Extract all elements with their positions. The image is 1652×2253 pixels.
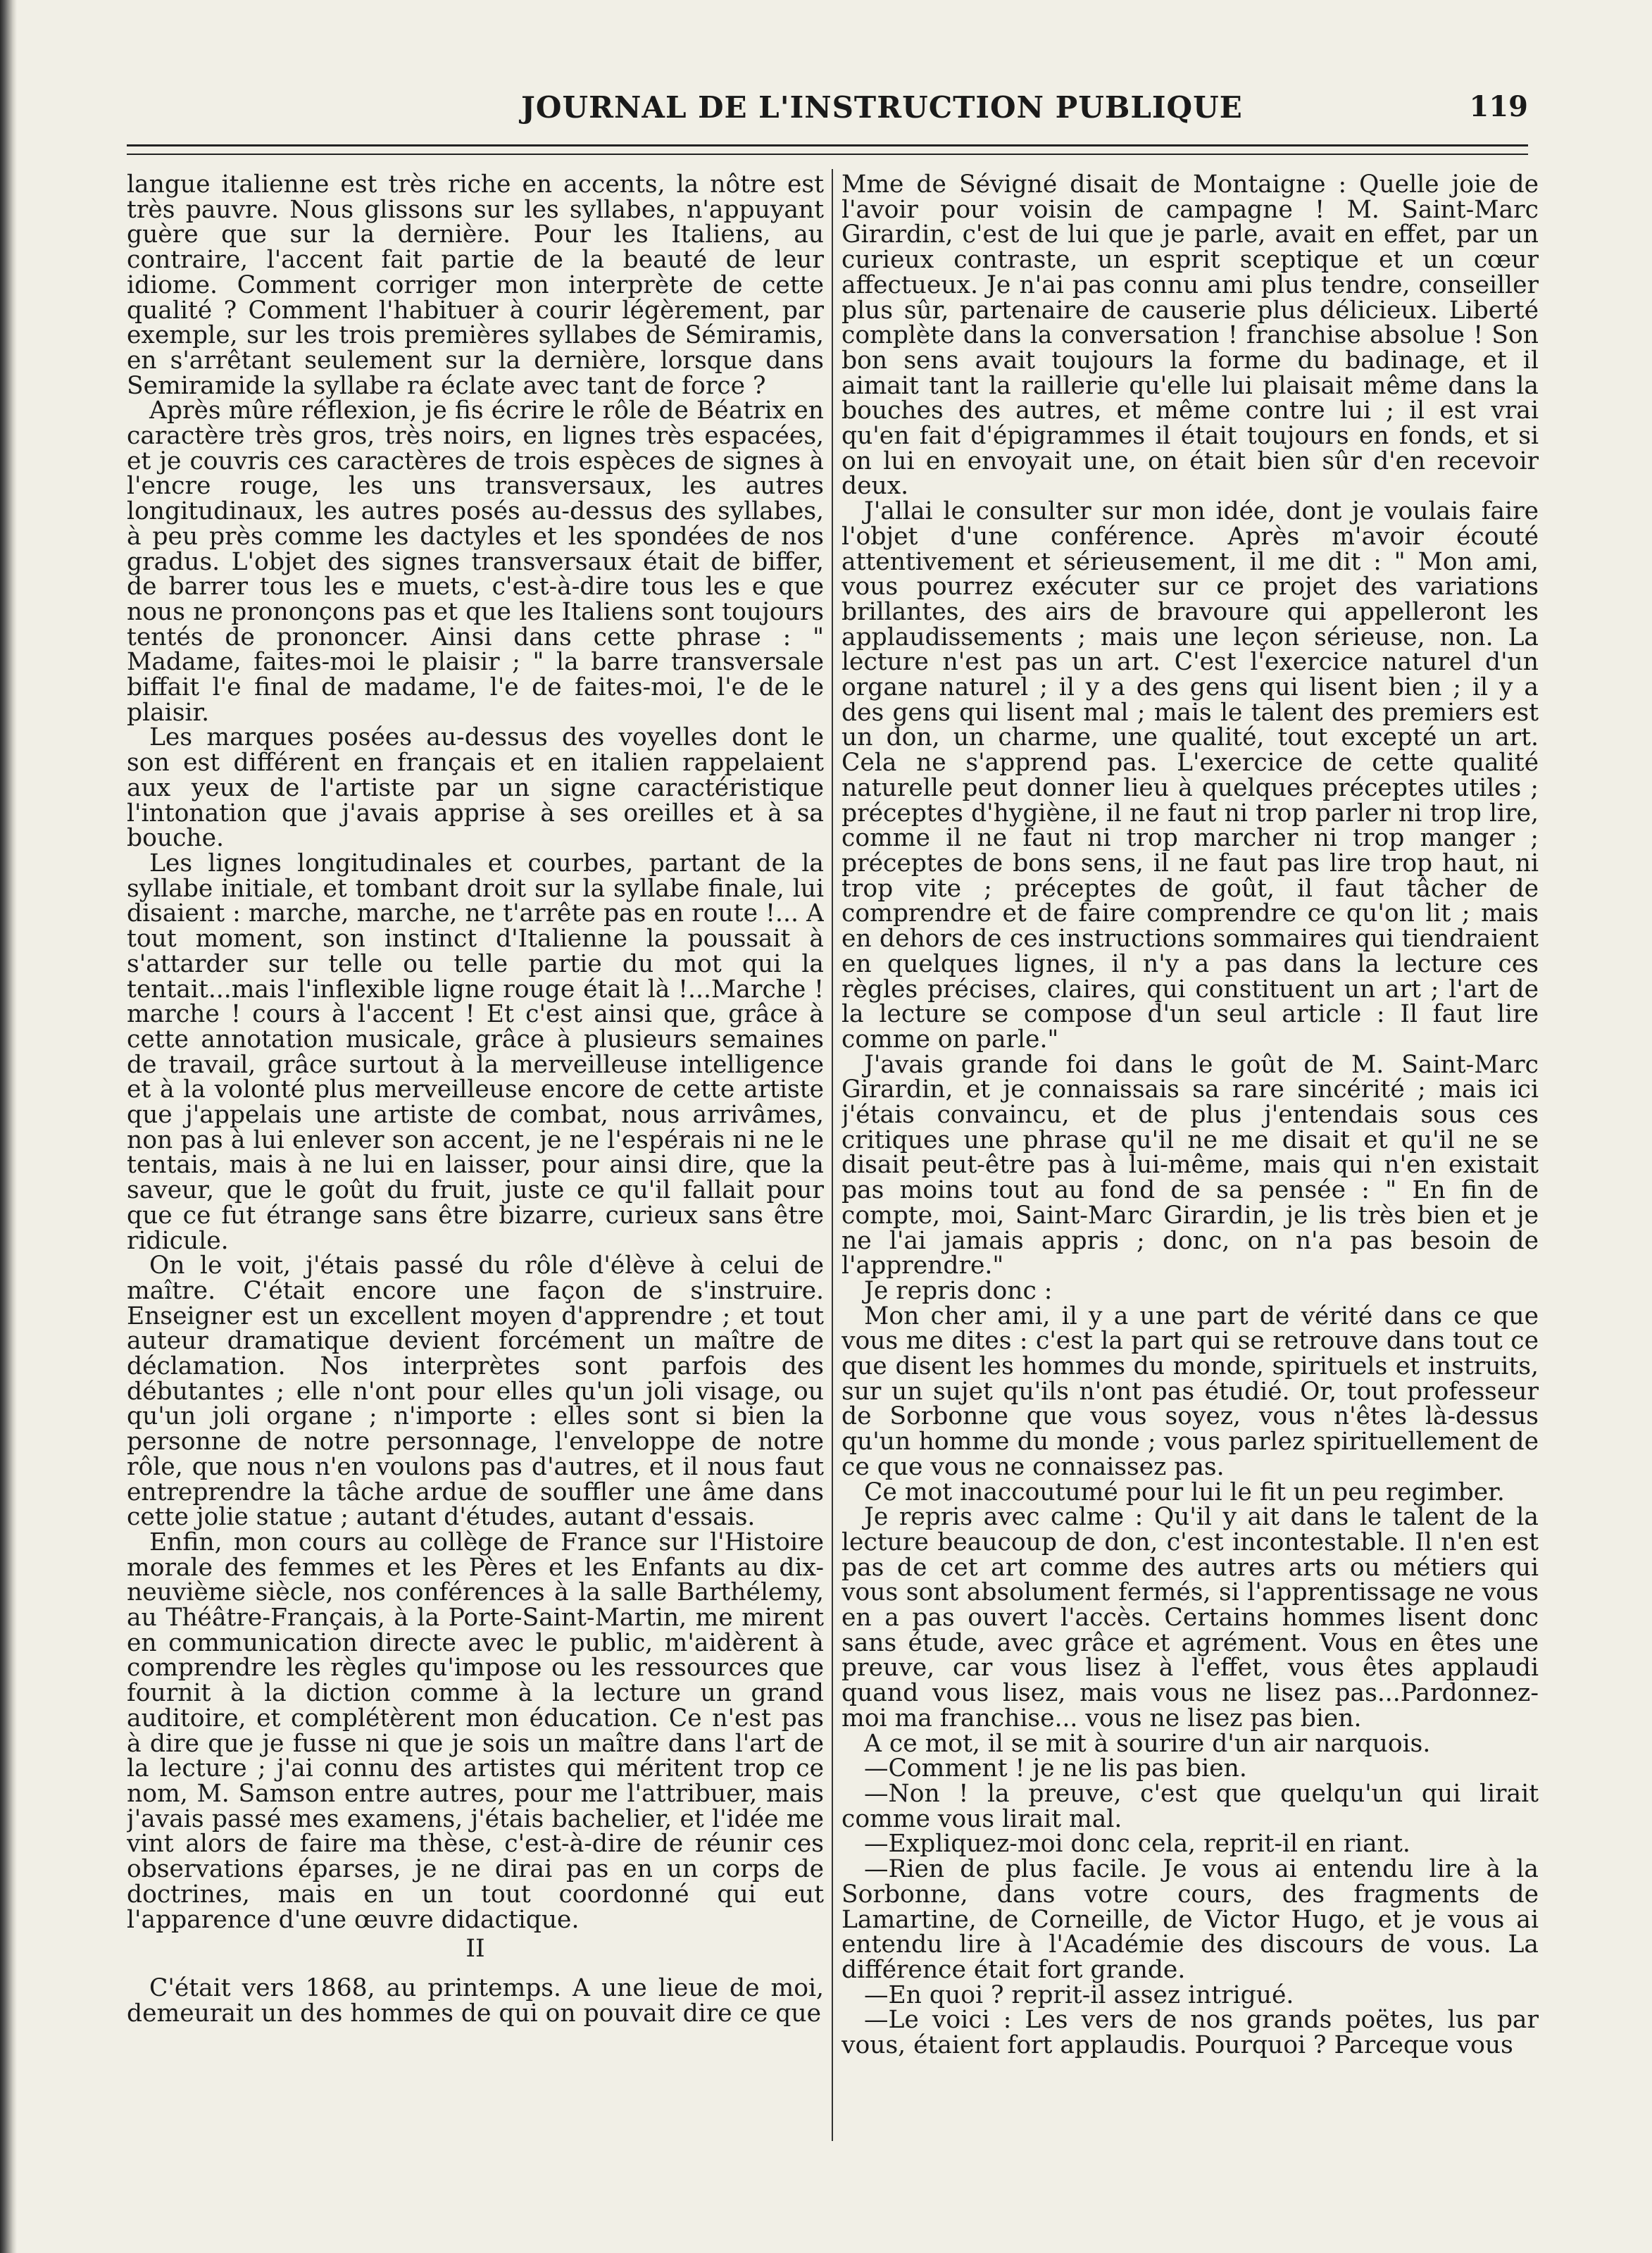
right-column <box>841 173 1539 2088</box>
paragraph: Ce mot inaccoutumé pour lui le fit un peu regimber. <box>864 1478 1505 1506</box>
paragraph: langue italienne est très riche en accents, la nôtre est très pauvre. Nous glissons sur les syllabes, n'appuyant guère que sur la dernière. Pour les Italiens, au contraire, l'accent fait partie de la beauté de leur idiome. Comment corriger mon interprète de cette qualité ? Comment l'habituer à courir légèrement, par exemple, sur les trois premières syllabes de Sémiramis, en s'arrêtant seulement sur la dernière, lorsque dans Semiramide la syllabe ra éclate avec tant de force ? <box>127 173 824 400</box>
paragraph: Je repris donc : <box>864 1276 1053 1305</box>
paragraph: Enfin, mon cours au collège de France sur l'Histoire morale des femmes et les Pères et les Enfants au dix-neuvième siècle, nos conférences à la salle Barthélemy, au Théâtre-Français, à la Porte-Saint-Martin, me mirent en communication directe avec le public, m'aidèrent à comprendre les règles qu'impose ou les ressources que fournit à la diction comme à la lecture un grand auditoire, et complétèrent mon éducation. Ce n'est pas à dire que je fusse ni que je sois un maître dans l'art de la lecture ; j'ai connu des artistes qui méritent trop ce nom, M. Samson entre autres, pour me l'attribuer, mais j'avais passé mes examens, j'étais bachelier, et l'idée me vint alors de faire ma thèse, c'est-à-dire de réunir ces observations éparses, je ne dirai pas en un corps de doctrines, mais en un tout coordonné qui eut l'apparence d'une œuvre didactique. <box>127 1528 824 1934</box>
paragraph: Après mûre réflexion, je fis écrire le rôle de Béatrix en caractère très gros, très noirs, en lignes très espacées, et je couvris ces caractères de trois espèces de signes à l'encre rouge, les uns transversaux, les autres longitudinaux, les autres posés au-dessus des syllabes, à peu près comme les dactyles et les spondées de nos gradus. L'objet des signes transversaux était de biffer, de barrer tous les e muets, c'est-à-dire tous les e que nous ne prononçons pas et que les Italiens sont toujours tentés de prononcer. Ainsi dans cette phrase : " Madame, faites-moi le plaisir ; " la barre transversale biffait l'e final de madame, l'e de faites-moi, l'e de le plaisir. <box>127 397 824 727</box>
paragraph: J'allai le consulter sur mon idée, dont je voulais faire l'objet d'une conférence. Après m'avoir écouté attentivement et sérieusement, il me dit : " Mon ami, vous pourrez exécuter sur ce projet des variations brillantes, des airs de bravoure qui appelleront les applaudissements ; mais une leçon sérieuse, non. La lecture n'est pas un art. C'est l'exercice naturel d'un organe naturel ; il y a des gens qui lisent bien ; il y a des gens qui lisent mal ; mais le talent des premiers est un don, un charme, une qualité, tout excepté un art. Cela ne s'apprend pas. L'exercice de cette qualité naturelle peut donner lieu à quelques préceptes utiles ; préceptes d'hygiène, il ne faut ni trop parler ni trop lire, comme il ne faut ni trop marcher ni trop manger ; préceptes de bons sens, il ne faut pas lire trop haut, ni trop vite ; préceptes de goût, il faut tâcher de comprendre et de faire comprendre ce qu'on lit ; mais en dehors de ces instructions sommaires qui tiendraient en quelques lignes, il n'y a pas dans la lecture ces règles précises, claires, qui constituent un art ; l'art de la lecture se compose d'un seul article : Il faut lire comme on parle." <box>841 497 1539 1054</box>
paragraph: —Expliquez-moi donc cela, reprit-il en riant. <box>864 1830 1410 1859</box>
scan-edge-shadow <box>0 0 17 2253</box>
section-number: II <box>465 1935 485 1964</box>
paragraph: Je repris avec calme : Qu'il y ait dans le talent de la lecture beaucoup de don, c'est incontestable. Il n'en est pas de cet art comme des autres arts ou métiers qui vous sont absolument fermés, si l'apprentissage ne vous en a pas ouvert l'accès. Certains hommes lisent donc sans étude, avec grâce et agrément. Vous en êtes une preuve, car vous lisez à l'effet, vous êtes applaudi quand vous lisez, mais vous ne lisez pas...Pardonnez-moi ma franchise... vous ne lisez pas bien. <box>841 1503 1539 1733</box>
left-column <box>127 173 824 2088</box>
paragraph: On le voit, j'étais passé du rôle d'élève à celui de maître. C'était encore une façon de s'instruire. Enseigner est un excellent moyen d'apprendre ; et tout auteur dramatique devient forcément un maître de déclamation. Nos interprètes sont parfois des débutantes ; elle n'ont pour elles qu'un joli visage, ou qu'un joli organe ; n'importe : elles sont si bien la personne de notre personnage, l'enveloppe de notre rôle, que nous n'en voulons pas d'autres, et il nous faut entreprendre la tâche ardue de souffler une âme dans cette jolie statue ; autant d'études, autant d'essais. <box>127 1252 824 1532</box>
paragraph: J'avais grande foi dans le goût de M. Saint-Marc Girardin, et je connaissais sa rare sincérité ; mais ici j'étais convaincu, et de plus j'entendais sous ces critiques une phrase qu'il ne me disait et qu'il ne se disait peut-être pas à lui-même, mais qui n'en existait pas moins tout au fond de sa pensée : " En fin de compte, moi, Saint-Marc Girardin, je lis très bien et je ne l'ai jamais appris ; donc, on n'a pas besoin de l'apprendre." <box>841 1050 1539 1280</box>
paragraph: Les lignes longitudinales et courbes, partant de la syllabe initiale, et tombant droit sur la syllabe finale, lui disaient : marche, marche, ne t'arrête pas en route !... A tout moment, son instinct d'Italienne la poussait à s'attarder sur telle ou telle partie du mot qui la tentait...mais l'inflexible ligne rouge était là !...Marche ! marche ! cours à l'accent ! Et c'est ainsi que, grâce à cette annotation musicale, grâce à plusieurs semaines de travail, grâce surtout à la merveilleuse intelligence et à la volonté plus merveilleuse encore de cette artiste que j'appelais une artiste de combat, nous arrivâmes, non pas à lui enlever son accent, je ne l'espérais ni ne le tentais, mais à ne lui en laisser, pour ainsi dire, que la saveur, que le goût du fruit, juste ce qu'il fallait pour que ce fut étrange sans être bizarre, curieux sans être ridicule. <box>127 849 824 1255</box>
page-header <box>127 85 1528 127</box>
paragraph: —Comment ! je ne lis pas bien. <box>864 1754 1247 1783</box>
paragraph: Mon cher ami, il y a une part de vérité dans ce que vous me dites : c'est la part qui se retrouve dans tout ce que disent les hommes du monde, spirituels et instruits, sur un sujet qu'ils n'ont pas étudié. Or, tout professeur de Sorbonne que vous soyez, vous n'êtes là-dessus qu'un homme du monde ; vous parlez spirituellement de ce que vous ne connaissez pas. <box>841 1302 1539 1481</box>
journal-title: JOURNAL DE L'INSTRUCTION PUBLIQUE <box>521 90 1243 125</box>
paragraph: C'était vers 1868, au printemps. A une lieue de moi, demeurait un des hommes de qui on pouvait dire ce que <box>127 1973 824 2028</box>
paragraph: —Non ! la preuve, c'est que quelqu'un qui lirait comme vous lirait mal. <box>841 1780 1539 1833</box>
paragraph: A ce mot, il se mit à sourire d'un air narquois. <box>864 1729 1431 1758</box>
header-rule <box>127 144 1528 155</box>
page-number: 119 <box>1469 90 1528 123</box>
paragraph: —Rien de plus facile. Je vous ai entendu lire à la Sorbonne, dans votre cours, des fragments de Lamartine, de Corneille, de Victor Hugo, et je vous ai entendu lire à l'Académie des discours de vous. La différence était fort grande. <box>841 1855 1539 1984</box>
paragraph: —Le voici : Les vers de nos grands poëtes, lus par vous, étaient fort applaudis. Pourquoi ? Parceque vous <box>841 2006 1539 2060</box>
paragraph: Les marques posées au-dessus des voyelles dont le son est différent en français et en italien rappelaient aux yeux de l'artiste par un signe caractéristique l'intonation que j'avais apprise à ses oreilles et à sa bouche. <box>127 723 824 853</box>
paragraph: Mme de Sévigné disait de Montaigne : Quelle joie de l'avoir pour voisin de campagne ! M. Saint-Marc Girardin, c'est de lui que je parle, avait en effet, par un curieux contraste, un esprit sceptique et un cœur affectueux. Je n'ai pas connu ami plus tendre, conseiller plus sûr, partenaire de causerie plus délicieux. Liberté complète dans la conversation ! franchise absolue ! Son bon sens avait toujours la forme du badinage, et il aimait tant la raillerie qu'elle lui plaisait même dans la bouches des autres, et même contre lui ; il est vrai qu'en fait d'épigrammes il était toujours en fonds, et si on lui en envoyait une, on était bien sûr d'en recevoir deux. <box>841 173 1539 501</box>
paragraph: —En quoi ? reprit-il assez intrigué. <box>864 1980 1294 2009</box>
column-divider <box>832 169 833 2141</box>
